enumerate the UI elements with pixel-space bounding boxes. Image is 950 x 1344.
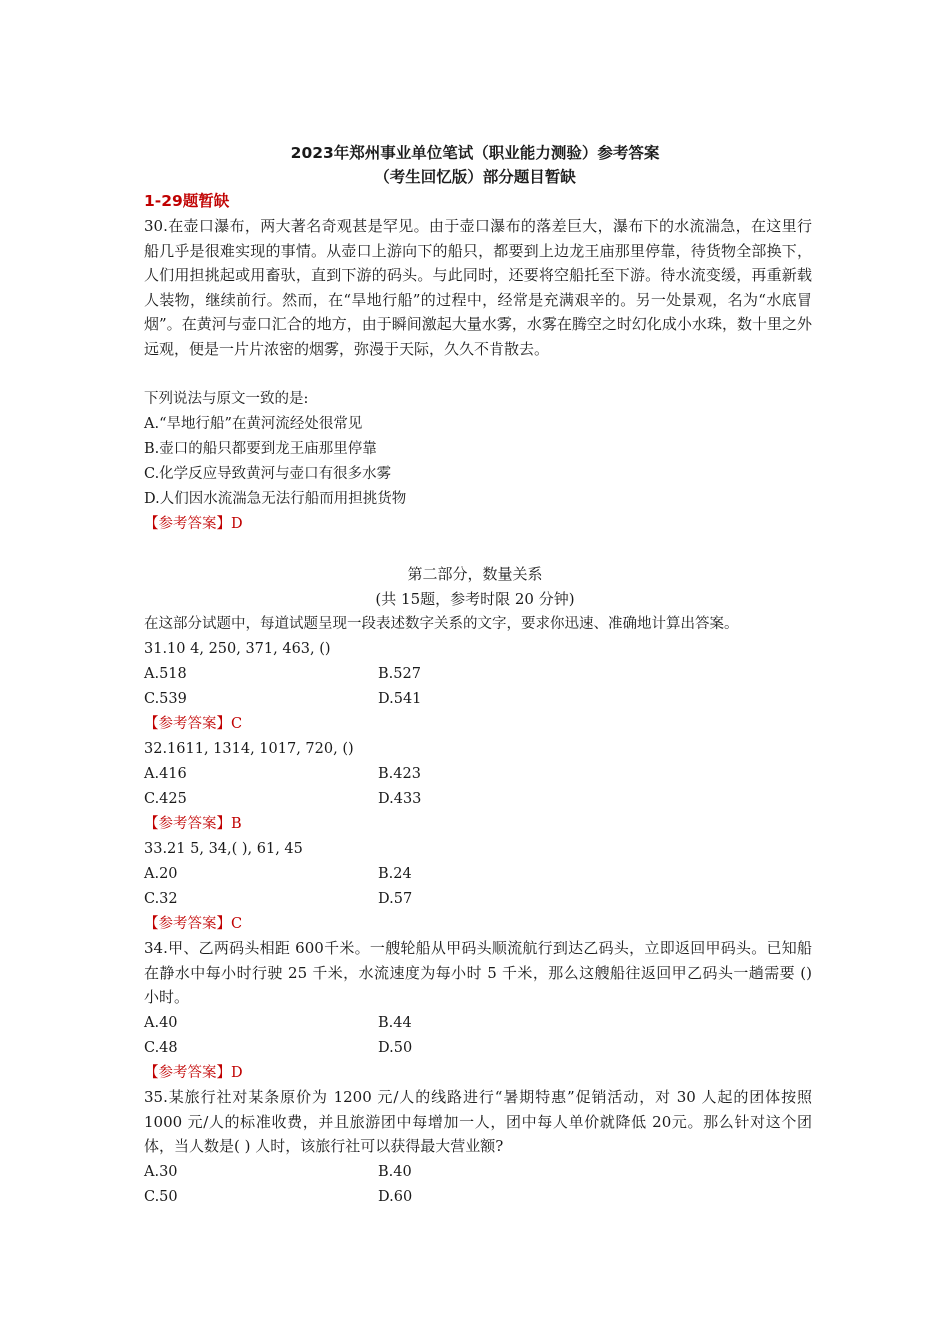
q33-stem: 33.21 5, 34,( ), 61, 45 (144, 841, 303, 857)
q31-option-c: C.539 (144, 691, 187, 707)
q34-stem: 34.甲、乙两码头相距 600千米。一艘轮船从甲码头顺流航行到达乙码头，立即返回甲码头。已知船在静水中每小时行驶 25 千米，水流速度为每小时 5 千米，那么这艘船往返回甲乙码头一趟需要 () 小时。 (144, 939, 812, 1007)
q30-option-b: B.壶口的船只都要到龙王庙那里停靠 (144, 441, 377, 457)
q35-option-d: D.60 (378, 1189, 413, 1205)
q32-option-b: B.423 (378, 766, 421, 782)
document-title: 2023年郑州事业单位笔试（职业能力测验）参考答案 (290, 144, 660, 162)
q35-option-a: A.30 (144, 1164, 178, 1180)
q32-stem: 32.1611, 1314, 1017, 720, () (144, 741, 354, 757)
q34-option-a: A.40 (144, 1015, 178, 1031)
section2-instructions: 在这部分试题中，每道试题呈现一段表述数字关系的文字，要求你迅速、准确地计算出答案。 (144, 616, 739, 632)
section2-heading: 第二部分，数量关系 (407, 565, 543, 583)
q30-question: 下列说法与原文一致的是: (144, 391, 309, 407)
q33-answer: 【参考答案】C (144, 916, 243, 932)
q33-option-a: A.20 (144, 866, 178, 882)
section2-subheading: (共 15题，参考时限 20 分钟) (375, 590, 575, 608)
q34-option-c: C.48 (144, 1040, 178, 1056)
q33-option-c: C.32 (144, 891, 178, 907)
q35-stem: 35.某旅行社对某条原价为 1200 元/人的线路进行“暑期特惠”促销活动，对 30 人起的团体按照 1000 元/人的标准收费，并且旅游团中每增加一人，团中每人单价就降低 20元。那么针对这个团体，当人数是( ) 人时，该旅行社可以获得最大营业额? (144, 1088, 812, 1156)
q31-option-b: B.527 (378, 666, 421, 682)
q33-option-b: B.24 (378, 866, 412, 882)
missing-questions-note: 1-29题暂缺 (144, 192, 230, 210)
q32-option-a: A.416 (144, 766, 187, 782)
q30-option-a: A.“旱地行船”在黄河流经处很常见 (144, 416, 363, 432)
q32-option-d: D.433 (378, 791, 422, 807)
q30-option-d: D.人们因水流湍急无法行船而用担挑货物 (144, 491, 407, 507)
q32-option-c: C.425 (144, 791, 187, 807)
q35-option-c: C.50 (144, 1189, 178, 1205)
q30-option-c: C.化学反应导致黄河与壶口有很多水雾 (144, 466, 392, 482)
q31-answer: 【参考答案】C (144, 716, 243, 732)
q30-passage: 30.在壶口瀑布，两大著名奇观甚是罕见。由于壶口瀑布的落差巨大，瀑布下的水流湍急，在这里行船几乎是很难实现的事情。从壶口上游向下的船只，都要到上边龙王庙那里停靠，待货物全部换下，人们用担挑起或用畜驮，直到下游的码头。与此同时，还要将空船托至下游。待水流变缓，再重新载人装物，继续前行。然而，在“旱地行船”的过程中，经常是充满艰辛的。另一处景观，名为“水底冒烟”。在黄河与壶口汇合的地方，由于瞬间激起大量水雾，水雾在腾空之时幻化成小水珠，数十里之外远观，便是一片片浓密的烟雾，弥漫于天际，久久不肯散去。 (144, 217, 812, 358)
q34-answer: 【参考答案】D (144, 1065, 243, 1081)
q31-option-a: A.518 (144, 666, 187, 682)
q33-option-d: D.57 (378, 891, 413, 907)
q31-stem: 31.10 4, 250, 371, 463, () (144, 641, 331, 657)
q32-answer: 【参考答案】B (144, 816, 242, 832)
q35-option-b: B.40 (378, 1164, 412, 1180)
document-subtitle: （考生回忆版）部分题目暂缺 (374, 168, 576, 186)
q34-option-d: D.50 (378, 1040, 413, 1056)
q30-answer: 【参考答案】D (144, 516, 243, 532)
q31-option-d: D.541 (378, 691, 422, 707)
q34-option-b: B.44 (378, 1015, 412, 1031)
